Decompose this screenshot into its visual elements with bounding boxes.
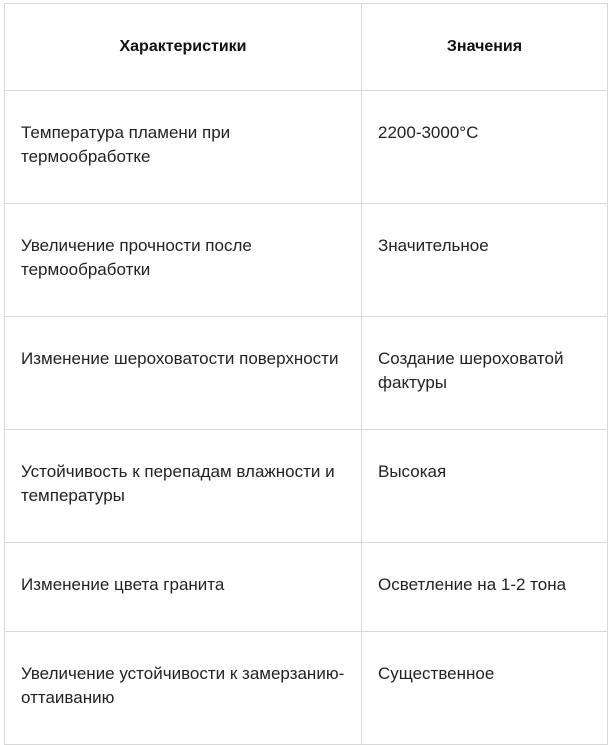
table-body: [5, 91, 608, 745]
value-text: Существенное: [378, 664, 495, 683]
table-row: [5, 430, 608, 543]
value-cell: [362, 543, 608, 632]
table-row: [5, 632, 608, 745]
value-cell: [362, 632, 608, 745]
characteristics-table: [4, 3, 608, 745]
table-row: [5, 317, 608, 430]
value-text: Создание шероховатой фактуры: [378, 349, 564, 392]
characteristic-cell: [5, 430, 362, 543]
table-header: [5, 4, 608, 91]
value-text: Осветление на 1-2 тона: [378, 575, 567, 594]
header-characteristics: Характеристики: [5, 4, 362, 91]
characteristic-text: Устойчивость к перепадам влажности и температуры: [21, 462, 335, 505]
characteristic-cell: [5, 632, 362, 745]
characteristic-text: Изменение шероховатости поверхности: [21, 349, 339, 368]
header-values: Значения: [362, 4, 608, 91]
characteristic-cell: [5, 204, 362, 317]
value-text: Значительное: [378, 236, 489, 255]
value-cell: [362, 430, 608, 543]
characteristic-cell: [5, 317, 362, 430]
table-row: [5, 91, 608, 204]
table-row: [5, 543, 608, 632]
value-cell: [362, 91, 608, 204]
value-text: Высокая: [378, 462, 447, 481]
table-row: [5, 204, 608, 317]
value-cell: [362, 317, 608, 430]
value-cell: [362, 204, 608, 317]
header-row: [5, 4, 608, 91]
characteristic-text: Увеличение устойчивости к замерзанию-оттаиванию: [21, 664, 345, 707]
characteristic-cell: [5, 91, 362, 204]
characteristic-text: Изменение цвета гранита: [21, 575, 225, 594]
characteristic-text: Температура пламени при термообработке: [21, 123, 231, 166]
characteristic-text: Увеличение прочности после термообработки: [21, 236, 252, 279]
characteristic-cell: [5, 543, 362, 632]
value-text: 2200-3000°C: [378, 123, 479, 142]
